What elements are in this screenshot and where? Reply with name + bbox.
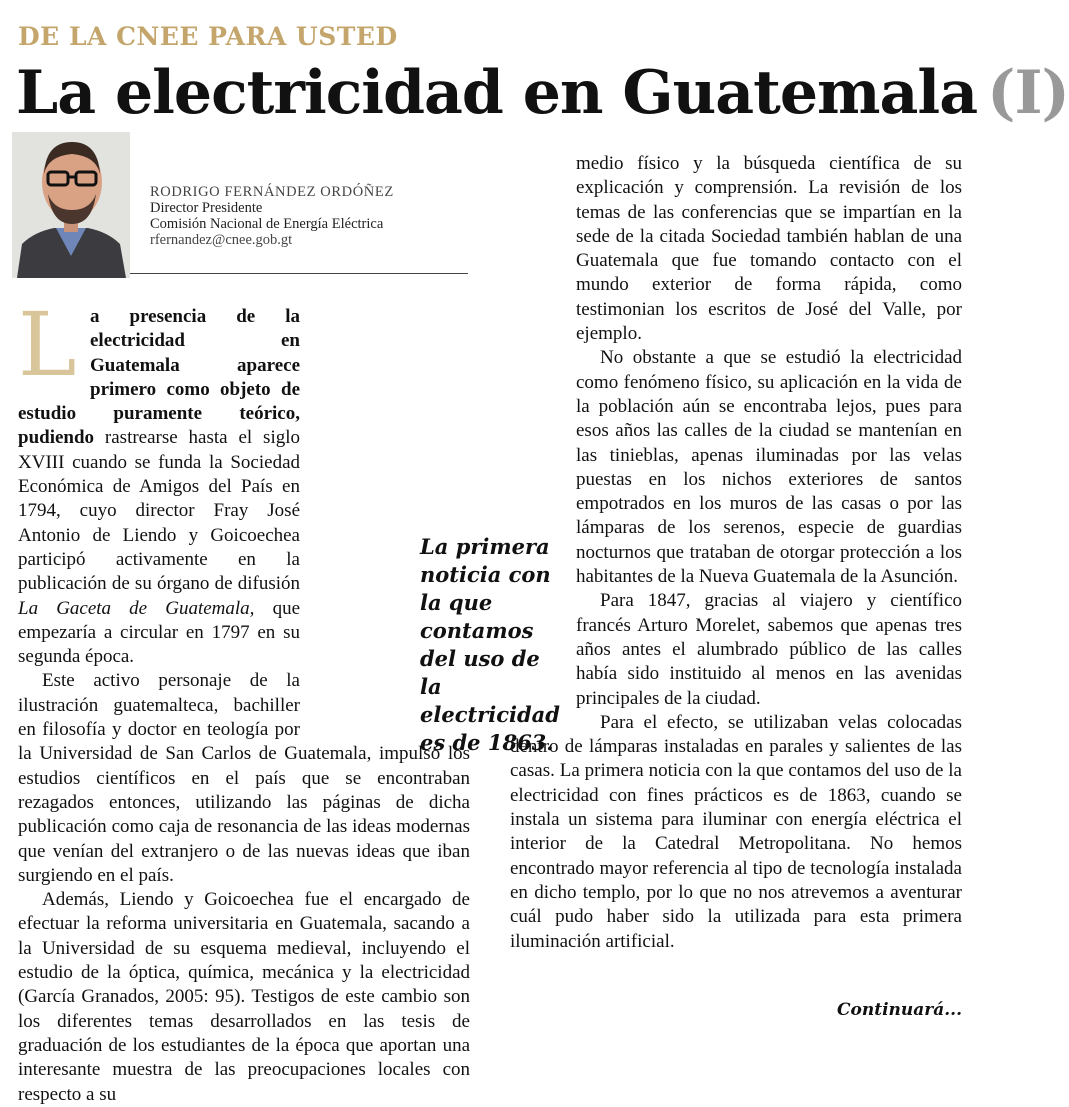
- section-label: DE LA CNEE PARA USTED: [18, 22, 398, 51]
- drop-cap: L: [18, 293, 77, 396]
- pull-quote: La primera noticia con la que contamos del uso de la electricidad es de 1863.: [420, 534, 560, 755]
- byline-divider: [130, 273, 468, 274]
- headline: [16, 58, 1069, 128]
- author-byline: [150, 184, 480, 248]
- author-organization: Comisión Nacional de Energía Eléctrica: [150, 216, 384, 232]
- continued-note: Continuará...: [836, 1000, 962, 1020]
- author-name: RODRIGO FERNÁNDEZ ORDÓÑEZ: [150, 184, 394, 200]
- author-photo: [12, 132, 130, 278]
- headline-title: La electricidad en Guatemala: [16, 58, 978, 128]
- intro-text-a: rastrearse hasta el siglo XVIII cuando se funda la Sociedad Económica de Amigos del País en 1794, cuyo director Fray José Antonio de Liendo y Goicoechea participó activamente en la publicación de su órgano de difusión: [18, 427, 300, 595]
- paragraph-4: No obstante a que se estudió la electricidad como fenómeno físico, su aplicación en la vida de la población aún se encontraba lejos, pues para esos años las calles de la ciudad se mantenían en las tinieblas, apenas iluminadas por las velas puestas en los nichos exteriores de santos empotrados en los muros de las casas o por las lámparas de los serenos, especie de guardias nocturnos que trataban de otorgar protección a los habitantes de la Nueva Guatemala de la Asunción.: [576, 347, 962, 588]
- paragraph-6: Para el efecto, se utilizaban velas colocadas dentro de lámparas instaladas en parales y salientes de las casas. La primera noticia con la que contamos del uso de la electricidad con fines prácticos es de 1863, cuando se instala un sistema para iluminar con energía eléctrica el interior de la Catedral Metropolitana. No hemos encontrado mayor referencia al tipo de tecnología instalada en dicho templo, por lo que no nos atrevemos a aventurar cuál pudo haber sido la utilizada para esta primera iluminación artificial.: [510, 711, 962, 952]
- author-role: Director Presidente: [150, 200, 263, 216]
- paragraph-3: Además, Liendo y Goicoechea fue el encargado de efectuar la reforma universitaria en Guatemala, sacando a la Universidad de su esquema medieval, incluyendo el estudio de la óptica, química, mecánica y la electricidad (García Granados, 2005: 95). Testigos de este cambio son los diferentes temas desarrollados en las tesis de graduación de los estudiantes de la época que aportan una interesante muestra de las preocupaciones locales con respecto a su: [18, 889, 470, 1105]
- intro-text-b: que empezaría a circular en 1797 en su segunda época.: [18, 597, 300, 668]
- article-column-right: [510, 152, 962, 954]
- paragraph-5: Para 1847, gracias al viajero y científico francés Arturo Morelet, sabemos que apenas tres años antes el alumbrado público de las calles había sido instituido al menos en las avenidas principales de la ciudad.: [576, 590, 962, 709]
- paragraph-3-continued: medio físico y la búsqueda científica de su explicación y comprensión. La revisión de los temas de las conferencias que se impartían en la sede de la citada Sociedad también hablan de una Guatemala que fue tomando contacto con el mundo exterior de forma rápida, como testimonian los escritos de José del Valle, por ejemplo.: [576, 153, 962, 345]
- article-column-left: [18, 293, 470, 1107]
- paragraph-2: Este activo personaje de la ilustración guatemalteca, bachiller en filosofía y doctor en teología por la Universidad de San Carlos de Guatemala, impulsó los estudios científicos en el país que se encontraban rezagados entonces, utilizando las páginas de dicha publicación como caja de resonancia de las ideas modernas que venían del extranjero o de las nuevas ideas que iban surgiendo en el país.: [18, 670, 470, 886]
- author-email[interactable]: rfernandez@cnee.gob.gt: [150, 232, 293, 248]
- lead-text: a presencia de la electricidad en Guatemala aparece primero como objeto de estudio puramente teórico, pudiendo: [18, 306, 300, 449]
- gazette-title: La Gaceta de Guatemala,: [18, 597, 255, 619]
- headline-part: (I): [987, 58, 1069, 128]
